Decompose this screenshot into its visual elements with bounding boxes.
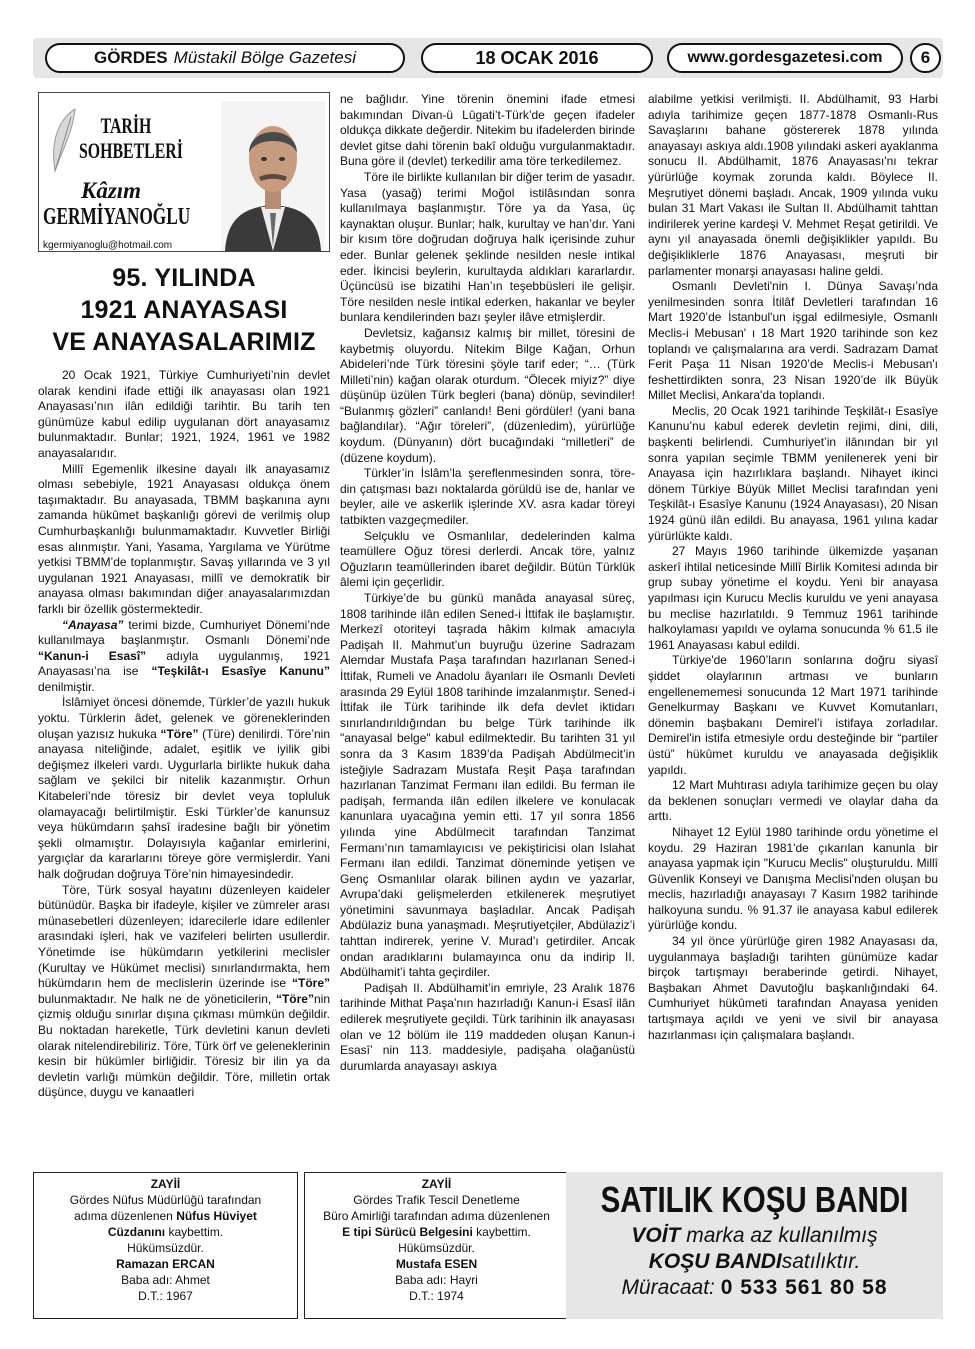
masthead-bar	[33, 38, 943, 78]
ad-brand: VOİT	[631, 1224, 681, 1247]
document-type: E tipi Sürücü Belgesini	[342, 1225, 473, 1239]
issue-date: 18 OCAK 2016	[421, 43, 653, 73]
notice-person-name: Mustafa ESEN	[395, 1257, 478, 1271]
keyword: “Töre”	[160, 726, 199, 741]
notice-birth-date: D.T.: 1967	[138, 1289, 193, 1303]
newspaper-name	[45, 43, 405, 73]
ad-phone-number[interactable]: 0 533 561 80 58	[720, 1276, 888, 1299]
paragraph: Padişah II. Abdülhamit’in emriyle, 23 Aralık 1876 tarihinde Mithat Paşa’nın hazırladığı Kanun-i Esasî ilân edilerek meşrutiyete geçildi. Türk tarihinin ilk anayasası olan ve 12 bölüm ile 119 maddeden oluşan Kanun-i Esasî’ nin 113. maddesiyle, padişaha olağanüstü durumlarda anayasayı askıya	[340, 980, 635, 1073]
notice-title: ZAYİİ	[150, 1177, 181, 1191]
document-type: Cüzdanını	[107, 1225, 166, 1239]
paragraph: alabilme yetkisi verilmişti. II. Abdülhamit, 93 Harbi adıyla tarihimize geçen 1877-1878 Osmanlı-Rus Savaşlarını bahane göstererek 1878 yılında anayasayı askıya aldı.1908 yılındaki askeri ayaklanma sonucu II. Abdülhamit, 1876 Anayasası'nı tekrar yürürlüğe koymak zorunda kaldı. Böylece II. Meşrutiyet dönemi başladı. Ancak, 1909 yılında vuku bulan 31 Mart Vakası ile Sultan II. Abdülhamit tahttan indirilerek yerine kardeşi V. Mehmet Reşat getirildi. Ve aynı yıl anayasada önemli değişiklikler yapıldı. Bu değişikliklerle 1876 Anayasası, meşruti bir parlamenter monarşi anayasası haline geldi.	[648, 92, 938, 278]
notice-person-name: Ramazan ERCAN	[116, 1257, 215, 1271]
ad-line-3	[566, 1276, 943, 1300]
notice-line: Gördes Trafik Tescil Denetleme	[353, 1193, 520, 1207]
notice-line: Gördes Nüfus Müdürlüğü tarafından	[69, 1193, 262, 1207]
paragraph: 27 Mayıs 1960 tarihinde ülkemizde yaşanan askerî ihtilal neticesinde Millî Birlik Komitesi adında bir grup subay yönetime el koydu. Yeni bir anayasa yapılması için Kurucu Meclis kuruldu ve yeni anayasa bu meclise hazırlatıldı. 9 Temmuz 1961 tarihinde halkoylaması yapıldı ve oylama sonucunda % 61.5 ile 1961 Anayasası kabul edildi.	[648, 544, 938, 652]
text-span: satılıktır.	[781, 1250, 861, 1273]
series-line-1: TARİH	[100, 113, 152, 138]
text-span: denilmiştir.	[38, 679, 95, 694]
classified-ad	[566, 1172, 943, 1319]
article-column-3	[648, 92, 938, 1043]
text-span: adıma düzenlenen	[74, 1209, 177, 1223]
lost-notice-2	[304, 1172, 569, 1319]
headline-line-1: 95. YILINDA	[112, 264, 256, 292]
paragraph: Nihayet 12 Eylül 1980 tarihinde ordu yönetime el koydu. 29 Haziran 1981'de çıkarılan kanunla bir anayasa yapmak için "Kurucu Meclis" oluşturuldu. Millî Güvenlik Konseyi ve Danışma Meclisi'nden oluşan bu meclis, hazırladığı anayasayı 7 Kasım 1982 tarihinde halkoyuna sundu. % 91.37 ile anayasa kabul edilerek yürürlüğe kondu.	[648, 824, 938, 933]
paragraph: Meclis, 20 Ocak 1921 tarihinde Teşkilât-ı Esasîye Kanunu’nu kabul ederek devletin rejimi, dini, dili, başkenti belirlendi. Cumhuriyet’in ilânından bir yıl sonra yapılan seçimle TBMM yenilenerek yeni bir Anayasa için hazırlıklara başlandı. Nihayet ikinci dönem Türkiye Büyük Millet Meclisi tarafından yeni Teşkilât-ı Esasîye Kanunu (1924 Anayasası), 20 Nisan 1924 günü ilân edildi. Bu anayasa, 1961 yılına kadar yürürlükte kaldı.	[648, 403, 938, 543]
text-span: marka az kullanılmış	[680, 1224, 878, 1247]
ad-product: KOŞU BANDI	[648, 1250, 782, 1273]
notice-line	[305, 1224, 568, 1240]
notice-line: Büro Amirliği tarafından adıma düzenlenen	[323, 1209, 550, 1223]
column-series-title	[79, 113, 183, 163]
paragraph	[38, 695, 330, 882]
ad-line-1	[566, 1224, 943, 1248]
paragraph: 20 Ocak 1921, Türkiye Cumhuriyeti’nin devlet olarak kendini ifade ettiği ilk anayasası olan 1921 Anayasası’nın ilân edildiği tarihtir. Bu tarih ten günümüze kabul edilip uygulanan dört anayasamız bulunmaktadır. Bunlar; 1921, 1924, 1961 ve 1982 anayasalarıdır.	[38, 368, 330, 460]
text-span: nin çizmiş olduğu sınırlar dışına çıkması mümkün değildir. Bu noktadan hareketle, Türk devletini kanun devleti olarak nitelendirebiliriz. Töre, Türk örf ve geleneklerinin kesin bir hükümler birliğidir. Töresiz bir ilin ya da devletin varlığı mümkün değildir. Töre, milletin ortak düşünce, duygu ve kanaatleri	[38, 991, 330, 1100]
author-first-name: Kâzım	[81, 178, 142, 203]
paragraph: 34 yıl önce yürürlüğe giren 1982 Anayasası da, uygulanmaya başladığı tarihten günümüze kadar birçok tartışmayı beraberinde getirdi. Nihayet, Başbakan Ahmet Davutoğlu başkanlığındaki 64. Cumhuriyet hükûmeti tarafından Anayasa yeniden tartışmaya açıldı ve yeni ve sivil bir anayasa hazırlanması için çalışmalara başlandı.	[648, 934, 938, 1042]
website-link[interactable]: www.gordesgazetesi.com	[667, 43, 903, 73]
text-span: (Türe) denilirdi. Töre’nin anayasa niteliğinde, adalet, eşitlik ve iyilik gibi değişmez ilkeleri vardı. Uygurlarla birlikte hukuk daha sağlam ve şekilci bir nitelik kazanmıştır. Orhun Kitabeleri’nde töresiz bir devlet veya topluluk olamayacağı belirtilmiştir. Eski Türkler’de kanunsuz veya hükümdarın şahsî iradesine bağlı bir yönetim şekli olmamıştır. Dolayısıyla kağanlar emirlerini, yargıçlar da kararlarını töreye göre vermişlerdir. Yani halk doğrudan doğruya Töre’nin himayesindedir.	[38, 726, 331, 881]
paragraph: Töre ile birlikte kullanılan bir diğer terim de yasadır. Yasa (yasağ) terimi Moğol istilâsından sonra kullanılmaya başlanmıştır. Töre ya da Yasa, üç kaynaktan oluşur. Bunlar; halk, kurultay ve han’dır. Yani bir kısım töre doğrudan doğruya halk içerisinde zuhur eder. Bunlar gelenek şeklinde nesilden nesle intikal eder. İkincisi beylerin, kurultayda aldıkları kararlardır. Üçüncüsü ise bizatihi Han’ın teşebbüsleri ile gelişir. Töre nesilden nesle intikal ederken, hakanlar ve beyler bunlara kendilerinden bazı şeyler ilâve etmişlerdir.	[340, 169, 635, 325]
ad-contact-label: Müracaat:	[621, 1276, 721, 1299]
keyword: “Töre”	[291, 976, 330, 991]
paragraph	[38, 883, 330, 1101]
paragraph: Türkiye'de 1960’ların sonlarına doğru siyasî şiddet olaylarının artması ve bunların engellenememesi sonucunda 12 Mart 1971 tarihinde Genelkurmay Başkanı ve Kuvvet Komutanları, dönemin başbakanı Demirel’i istifaya zorladılar. Demirel'in istifa etmesiyle ordu desteğinde bir “partiler üstü” hükûmet kuruldu ve anayasada değişiklik yapıldı.	[648, 653, 938, 777]
author-email[interactable]: kgermiyanoglu@hotmail.com	[43, 240, 173, 251]
paragraph: Osmanlı Devleti'nin I. Dünya Savaşı’nda yenilmesinden sonra İtilâf Devletleri tarafından 16 Mart 1920’de İstanbul'un işgal edilmesiyle, Osmanlı Meclis-i Mebusan' ı 18 Mart 1920 tarihinde son kez toplandı ve çalışmalarına ara verdi. Sadrazam Damat Ferit Paşa 11 Nisan 1920’de Meclis-i Mebusan'ı feshettirdikten sonra, 23 Nisan 1920’de ilk Büyük Millet Meclisi, Ankara'da toplandı.	[648, 279, 938, 403]
text-span: terimi bizde, Cumhuriyet Dönemi’nde kullanılmaya başlanmıştır. Osmanlı Dönemi’nde	[38, 617, 330, 648]
text-span: Töre, Türk sosyal hayatını düzenleyen kaideler bütünüdür. Başka bir ifadeyle, kişiler ve zümreler arası münasebetleri düzenleyen; idarecilerle idare edilenler arasındaki işleri, hak ve vazifeleri belirten usullerdir. Yönetimde ise hükümdarın yetkilerini meclisler (Kurultay ve Hükümet meclisi) sınırlandırmakta, hem hükümdarın hem de meclislerin üzerinde ise	[38, 882, 330, 991]
ad-title: SATILIK KOŞU BANDI	[600, 1179, 909, 1220]
lost-notice-1	[33, 1172, 298, 1319]
newspaper-title: GÖRDES	[93, 48, 168, 67]
text-span: kaybettim.	[165, 1225, 224, 1239]
paragraph: Selçuklu ve Osmanlılar, dedelerinden kalma teamüllere Oğuz töresi derlerdi. Ancak töre, yalnız Oğuzların teamüllerinden ibaret değildir. Bütün Türklük âlemi için geçerlidir.	[340, 528, 635, 590]
paragraph: Millî Egemenlik ilkesine dayalı ilk anayasamız olması sebebiyle, 1921 Anayasası oldukça önem taşımaktadır. Bu anayasada, TBMM başkanına aynı zamanda hükûmet başkanlığı görevi de verilmiş olup Cumhurbaşkanlığı bulunmamaktadır. Kuvvetler Birliği esas alınmıştır. Yani, Yasama, Yargılama ve Yürütme yetkisi TBMM’de toplanmıştır. Savaş yıllarında ve 3 yıl uygulanan 1921 Anayasası, millî ve demokratik bir anayasa olması bakımından diğer anayasalarımızdan farklı bir özellik göstermektedir.	[38, 461, 330, 616]
ad-line-2	[566, 1250, 943, 1274]
headline-line-2: 1921 ANAYASASI	[80, 296, 288, 324]
article-column-2	[340, 92, 635, 1074]
notice-title: ZAYİİ	[421, 1177, 452, 1191]
text-span: adıyla uygulanmış, 1921 Anayasası’na ise	[38, 648, 331, 679]
keyword: “Töre”	[275, 991, 314, 1006]
notice-line	[34, 1208, 297, 1224]
author-photo	[221, 101, 325, 251]
notice-line: Hükümsüzdür.	[398, 1241, 475, 1255]
page-number: 6	[910, 43, 941, 73]
notice-father-name: Baba adı: Ahmet	[121, 1273, 210, 1287]
notice-line: Hükümsüzdür.	[127, 1241, 204, 1255]
text-span: kaybettim.	[472, 1225, 531, 1239]
text-span: bulunmaktadır. Ne halk ne de yöneticilerin,	[38, 991, 276, 1006]
document-type: Nüfus Hüviyet	[176, 1209, 257, 1223]
text-span: İslâmiyet öncesi dönemde, Türkler’de yazılı hukuk yoktu. Türklerin âdet, gelenek ve göreneklerinden oluşan yazısız hukuka	[38, 695, 330, 741]
author-last-name: GERMİYANOĞLU	[43, 204, 191, 230]
paragraph	[38, 618, 330, 696]
article-column-1	[38, 92, 330, 1101]
series-line-2: SOHBETLERİ	[79, 138, 183, 163]
paragraph: ne bağlıdır. Yine törenin önemini ifade etmesi bakımından Divan-ü Lûgati’t-Türk’de geçen ifadeler oldukça dikkate değerdir. Nitekim bu ifadelerden birinde devlet gitse dahi törenin bakî olduğu vurgulanmaktadır. Buna göre il (devlet) terkedilir ama töre terkedilemez.	[340, 92, 635, 169]
paragraph: Türkiye’de bu günkü manâda anayasal süreç, 1808 tarihinde ilân edilen Sened-i İttifak ile başlamıştır. Merkezî otoriteyi taşrada hâkim kılmak amacıyla Padişah II. Mahmut’un buyruğu üzerine Sadrazam Alemdar Mustafa Paşa tarafından hazırlanan Sened-i İttifak, Rumeli ve Anadolu âyanları ile Osmanlı Devleti arasında 29 Eylül 1808 tarihinde imzalanmıştır. Sened-i İttifak ile Türk tarihinde ilk defa devlet iktidarı sınırlandırıldığından bu belge Türk tarihinde ilk "anayasal belge" kabul edilmektedir. Bu tarihten 31 yıl sonra da 3 Kasım 1839’da Padişah Abdülmecit’in isteğiyle Sadrazam Mustafa Reşit Paşa tarafından hazırlanan Tanzimat Fermanı ilan edildi. Bu ferman ile padişah, fermanda ilân edilen ilkelere ve konulacak kanunlara uyacağına yemin etti. 17 yıl sonra 1856 yılında yine Abdülmecit tarafından Tanzimat Fermanı’nın tamamlayıcısı ve pekiştiricisi olan Islahat Fermanı ilan edildi. Tanzimat döneminde yetişen ve Genç Osmanlılar olarak bilinen aydın ve yazarlar, Avrupa’daki gelişmelerden etkilenerek meşrutiyet yönetimini savunmaya başladılar. Ancak Padişah Abdülaziz buna yanaşmadı. Meşrutiyetçiler, Abdülaziz’i tahttan indirerek, yerine V. Murad’ı getirdiler. Ancak ondan aradıklarını bulamayınca onu da indirip II. Abdülhamit’i tahta geçirdiler.	[340, 591, 635, 980]
paragraph: Türkler’in İslâm’la şereflenmesinden sonra, töre-din çatışması bazı noktalarda görüldü ise de, hanlar ve beyler, aile ve askerlik işlerinde XV. asra kadar töreyi tatbikten vazgeçmediler.	[340, 466, 635, 528]
paragraph: 12 Mart Muhtırası adıyla tarihimize geçen bu olay da beklenen sonuçları vermedi ve olaylar daha da arttı.	[648, 778, 938, 824]
keyword: “Anayasa”	[62, 617, 124, 632]
keyword: “Teşkilât-ı Esasîye Kanunu”	[151, 664, 330, 679]
notice-father-name: Baba adı: Hayri	[395, 1273, 478, 1287]
article-headline	[38, 262, 330, 358]
notice-line	[34, 1224, 297, 1240]
paragraph: Devletsiz, kağansız kalmış bir millet, töresini de kaybetmiş oluyordu. Nitekim Bilge Kağan, Orhun Abideleri’nde Türk töresini şöyle tarif eder; “… (Türk Milleti’nin) kağan olarak oturdum. “Ölecek miyiz?” diye düşünüp üzülen Türk begleri (bana) dönüp, sevindiler! “Bulanmış gözleri” canlandı! Beni gördüler! (yani bana bağlandılar). “Ağır töreleri”, (düzenledim), yürürlüğe koydum. (Dünyanın) dört bucağındaki “milletleri” de (düzene koydum).	[340, 325, 635, 465]
headline-line-3: VE ANAYASALARIMIZ	[52, 328, 316, 356]
notice-birth-date: D.T.: 1974	[409, 1289, 464, 1303]
newspaper-subtitle: Müstakil Bölge Gazetesi	[173, 48, 357, 67]
keyword: “Kanun-i Esasî”	[38, 648, 147, 663]
author-box	[38, 92, 330, 252]
